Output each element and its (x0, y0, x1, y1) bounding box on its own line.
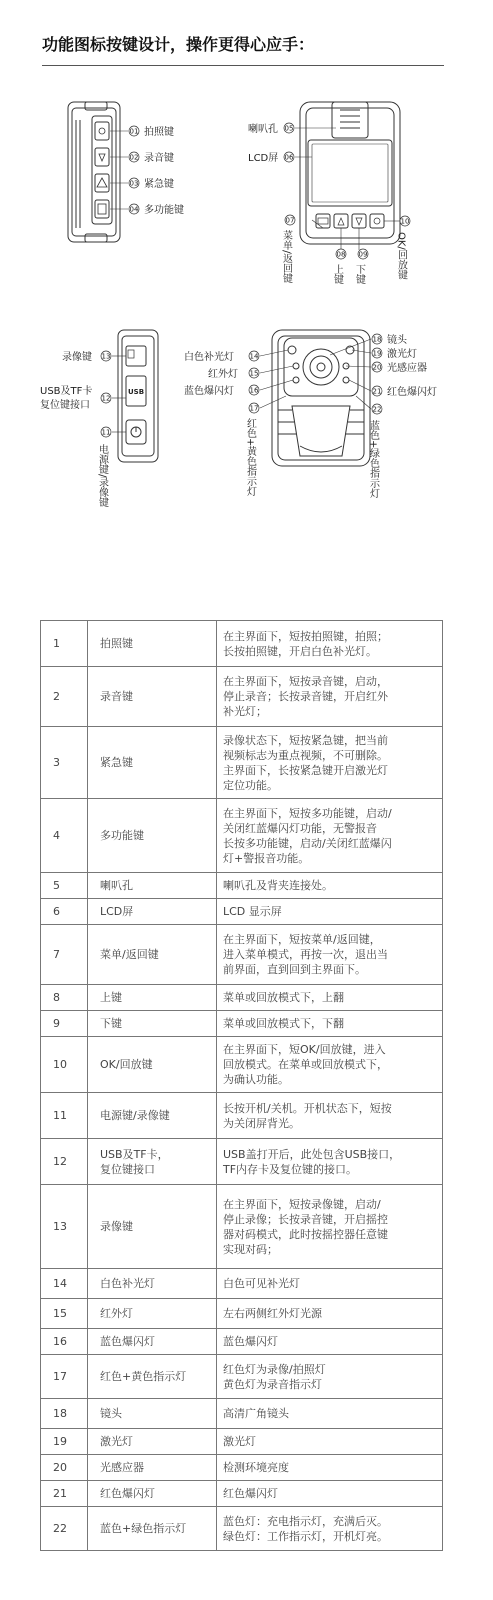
callout-19 (372, 347, 417, 360)
description-line: 在主界面下，短按录像键，启动/ (223, 1197, 381, 1211)
down-button (352, 214, 366, 228)
description-line: 白色可见补光灯 (223, 1277, 300, 1290)
description-line: 在主界面下，短OK/回放键，进入 (223, 1043, 386, 1056)
callout-number: 19 (372, 349, 382, 358)
table-row (41, 621, 443, 667)
description-line: 红色爆闪灯 (223, 1487, 278, 1500)
row-description (217, 667, 443, 727)
callout-15 (208, 367, 259, 380)
table-row (41, 1355, 443, 1399)
callout-02 (129, 151, 174, 164)
description-line: 主界面下，长按紧急键开启激光灯 (223, 763, 388, 777)
row-name: LCD屏 (88, 899, 217, 925)
callout-number: 12 (101, 394, 111, 403)
row-name: 红外灯 (88, 1299, 217, 1329)
description-line: 前界面，直到回到主界面下。 (223, 963, 366, 976)
row-number: 15 (41, 1299, 88, 1329)
callout-20 (372, 361, 427, 374)
description-line: 补光灯； (223, 705, 267, 718)
side-view-bottom (118, 330, 158, 462)
callout-number: 18 (372, 335, 382, 344)
description-line: 在主界面下，短按菜单/返回键， (223, 933, 381, 946)
description-line: 蓝色灯：充电指示灯，充满后灭。 (223, 1514, 388, 1528)
description-line: 关闭红蓝爆闪灯功能，无警报音 (223, 821, 377, 835)
description-line: 在主界面下，短按拍照键，拍照； (223, 629, 388, 643)
row-description (217, 1429, 443, 1455)
callout-21 (372, 385, 437, 398)
callout-label: 菜单/返回键 (280, 230, 292, 284)
callout-label: 光感应器 (387, 363, 427, 374)
table-row (41, 1455, 443, 1481)
table-row (41, 1429, 443, 1455)
row-number: 20 (41, 1455, 88, 1481)
row-description (217, 873, 443, 899)
callout-number: 21 (372, 387, 382, 396)
description-line: 器对码模式，此时按摇控器任意键 (223, 1227, 388, 1241)
row-description (217, 985, 443, 1011)
callout-label: 蓝色+绿色指示灯 (367, 420, 379, 499)
description-line: 红色灯为录像/拍照灯 (223, 1362, 326, 1376)
callout-number: 13 (101, 352, 111, 361)
description-line: 蓝色爆闪灯 (223, 1335, 278, 1348)
row-number: 14 (41, 1269, 88, 1299)
description-line: 菜单或回放模式下，上翻 (223, 991, 344, 1004)
callout-number: 15 (249, 369, 259, 378)
callout-09 (354, 249, 369, 284)
callout-label: 喇叭孔 (248, 124, 278, 135)
row-description (217, 1355, 443, 1399)
row-number: 3 (41, 727, 88, 799)
row-number: 1 (41, 621, 88, 667)
description-line: LCD 显示屏 (223, 905, 282, 918)
description-line: 实现对码； (223, 1242, 278, 1256)
table-row (41, 727, 443, 799)
row-description (217, 925, 443, 985)
callout-label: 上键 (331, 264, 343, 284)
row-name-line: USB及TF卡， (100, 1147, 169, 1161)
table-row (41, 1299, 443, 1329)
row-number: 9 (41, 1011, 88, 1037)
row-name: 菜单/返回键 (88, 925, 217, 985)
description-line: 为关闭屏背光。 (223, 1116, 300, 1130)
callout-number: 17 (249, 404, 259, 413)
row-number: 6 (41, 899, 88, 925)
row-description (217, 621, 443, 667)
row-number: 17 (41, 1355, 88, 1399)
row-name: 多功能键 (88, 799, 217, 873)
title-divider (42, 65, 444, 66)
row-name: 蓝色+绿色指示灯 (88, 1507, 217, 1551)
callout-label: 录像键 (62, 352, 92, 363)
callout-label: 录音键 (144, 153, 174, 164)
callout-label-line1: USB及TF卡 (40, 386, 93, 397)
row-number: 10 (41, 1037, 88, 1093)
description-line: 激光灯 (223, 1435, 256, 1448)
table-row (41, 1269, 443, 1299)
callout-16 (184, 384, 259, 397)
row-description (217, 1399, 443, 1429)
description-line: 进入菜单模式，再按一次，退出当 (223, 948, 388, 961)
callout-number: 20 (372, 363, 382, 372)
row-description (217, 727, 443, 799)
row-description (217, 1507, 443, 1551)
table-row (41, 925, 443, 985)
description-line: 定位功能。 (223, 778, 278, 792)
ok-button (370, 214, 384, 228)
table-row (41, 1507, 443, 1551)
table-row (41, 667, 443, 727)
row-description (217, 1011, 443, 1037)
side2-leaders (112, 356, 126, 432)
callout-label: 电源键/录像键 (96, 444, 108, 508)
callout-number: 10 (400, 217, 410, 226)
callout-label: LCD屏 (248, 153, 279, 164)
row-description (217, 1455, 443, 1481)
row-name: OK/回放键 (88, 1037, 217, 1093)
row-number: 8 (41, 985, 88, 1011)
callout-label-line2: 复位键接口 (40, 400, 90, 411)
row-name: 激光灯 (88, 1429, 217, 1455)
multifunction-icon (98, 204, 106, 214)
row-number: 11 (41, 1093, 88, 1139)
table-row (41, 1037, 443, 1093)
description-line: USB盖打开后，此处包含USB接口， (223, 1147, 401, 1161)
callout-label: 红色+黄色指示灯 (244, 418, 256, 497)
lcd-screen (308, 140, 392, 206)
callout-label: 红色爆闪灯 (387, 387, 437, 398)
callout-number: 03 (129, 179, 139, 188)
row-name: 镜头 (88, 1399, 217, 1429)
callout-04 (129, 203, 184, 216)
row-name: 下键 (88, 1011, 217, 1037)
callout-label: 紧急键 (144, 179, 174, 190)
callout-06 (248, 152, 294, 164)
row-description (217, 1329, 443, 1355)
callout-number: 02 (129, 153, 139, 162)
description-line: 左右两侧红外灯光源 (223, 1307, 322, 1320)
row-description (217, 1299, 443, 1329)
callout-label: 蓝色爆闪灯 (184, 386, 234, 397)
callout-number: 04 (129, 205, 139, 214)
table-row (41, 1329, 443, 1355)
table-row (41, 1399, 443, 1429)
callout-number: 08 (336, 250, 346, 259)
row-name: 录像键 (88, 1185, 217, 1269)
description-line: 录像状态下，短按紧急键，把当前 (223, 733, 388, 747)
back-view (300, 102, 400, 244)
row-description (217, 799, 443, 873)
row-name: 紧急键 (88, 727, 217, 799)
callout-number: 11 (101, 428, 111, 437)
table-row (41, 799, 443, 873)
description-line: 回放模式。在菜单或回放模式下， (223, 1058, 388, 1071)
row-number: 13 (41, 1185, 88, 1269)
row-description (217, 1269, 443, 1299)
description-line: 灯+警报音功能。 (223, 851, 310, 865)
callout-number: 05 (284, 124, 294, 133)
row-number: 19 (41, 1429, 88, 1455)
row-description (217, 1185, 443, 1269)
row-number: 22 (41, 1507, 88, 1551)
description-line: 黄色灯为录音指示灯 (223, 1377, 322, 1391)
row-name: 蓝色爆闪灯 (88, 1329, 217, 1355)
table-row (41, 899, 443, 925)
callout-label: 激光灯 (387, 349, 417, 360)
callout-11 (97, 427, 112, 507)
row-name: 光感应器 (88, 1455, 217, 1481)
row-name: 红色+黄色指示灯 (88, 1355, 217, 1399)
callout-17 (245, 403, 260, 496)
description-line: 长按拍照键，开启白色补光灯。 (223, 644, 377, 658)
table-row (41, 1139, 443, 1185)
callout-label: 拍照键 (144, 127, 174, 138)
row-number: 18 (41, 1399, 88, 1429)
row-description (217, 899, 443, 925)
row-name (88, 1139, 217, 1185)
callout-03 (129, 177, 174, 190)
camera-icon (99, 128, 105, 134)
description-line: 为确认功能。 (223, 1073, 289, 1086)
table-row (41, 1011, 443, 1037)
row-number: 2 (41, 667, 88, 727)
table-row (41, 1481, 443, 1507)
row-name: 电源键/录像键 (88, 1093, 217, 1139)
callout-05 (248, 122, 294, 135)
row-name: 白色补光灯 (88, 1269, 217, 1299)
description-line: 高清广角镜头 (223, 1407, 289, 1420)
callout-label: 多功能键 (144, 205, 184, 216)
callout-number: 01 (129, 127, 139, 136)
row-number: 12 (41, 1139, 88, 1185)
row-name-line: 复位键接口 (100, 1162, 155, 1176)
description-line: 停止录像；长按录音键，开启摇控 (223, 1212, 388, 1226)
callout-12 (40, 384, 111, 411)
callout-number: 16 (249, 386, 259, 395)
row-name: 上键 (88, 985, 217, 1011)
callout-number: 07 (285, 216, 295, 225)
callout-number: 06 (284, 153, 294, 162)
table-row (41, 1093, 443, 1139)
description-line: 视频标志为重点视频，不可删除。 (223, 748, 388, 762)
side-leaders (110, 131, 128, 209)
row-name: 喇叭孔 (88, 873, 217, 899)
microphone-icon (99, 154, 105, 161)
row-number: 7 (41, 925, 88, 985)
callout-18 (372, 333, 408, 346)
row-description (217, 1037, 443, 1093)
callout-label: 红外灯 (208, 369, 238, 380)
row-name: 红色爆闪灯 (88, 1481, 217, 1507)
description-line: 绿色灯：工作指示灯，开机灯亮。 (223, 1529, 388, 1543)
description-line: 菜单或回放模式下，下翻 (223, 1017, 344, 1030)
row-name: 录音键 (88, 667, 217, 727)
callout-07 (281, 215, 296, 283)
description-line: 长按开机/关机。开机状态下，短按 (223, 1101, 392, 1115)
row-name: 拍照键 (88, 621, 217, 667)
table-row (41, 873, 443, 899)
description-line: TF内存卡及复位键的接口。 (223, 1162, 358, 1176)
device-diagram (0, 80, 493, 540)
callout-01 (129, 125, 174, 138)
callout-label: 白色补光灯 (184, 352, 234, 363)
callout-08 (332, 249, 347, 284)
table-row (41, 1185, 443, 1269)
callout-number: 14 (249, 352, 259, 361)
description-line: 在主界面下，短按多功能键，启动/ (223, 806, 392, 820)
callout-number: 09 (358, 250, 368, 259)
callout-label: 下键 (353, 264, 365, 284)
back-leaders (295, 128, 400, 250)
row-description (217, 1481, 443, 1507)
row-number: 4 (41, 799, 88, 873)
row-number: 21 (41, 1481, 88, 1507)
callout-label: 镜头 (387, 335, 407, 346)
warning-icon (97, 178, 107, 187)
side-view-top (68, 102, 120, 242)
callout-10 (396, 216, 411, 280)
lens (303, 349, 339, 385)
function-table (40, 620, 443, 1551)
row-number: 16 (41, 1329, 88, 1355)
description-line: 停止录音；长按录音键，开启红外 (223, 690, 388, 703)
callout-label: OK/回放键 (395, 232, 407, 280)
description-line: 检测环境亮度 (223, 1461, 289, 1474)
callout-14 (184, 350, 259, 363)
usb-text: USB (127, 388, 145, 396)
callout-13 (62, 350, 111, 363)
up-button (334, 214, 348, 228)
table-row (41, 985, 443, 1011)
side-button-icons (97, 128, 107, 214)
row-description (217, 1139, 443, 1185)
callout-number: 22 (372, 405, 382, 414)
page-title: 功能图标按键设计，操作更得心应手： (42, 35, 315, 54)
description-line: 在主界面下，短按录音键，启动， (223, 675, 388, 688)
row-number: 5 (41, 873, 88, 899)
description-line: 喇叭孔及背夹连接处。 (223, 879, 333, 892)
row-description (217, 1093, 443, 1139)
description-line: 长按多功能键，启动/关闭红蓝爆闪 (223, 836, 392, 850)
